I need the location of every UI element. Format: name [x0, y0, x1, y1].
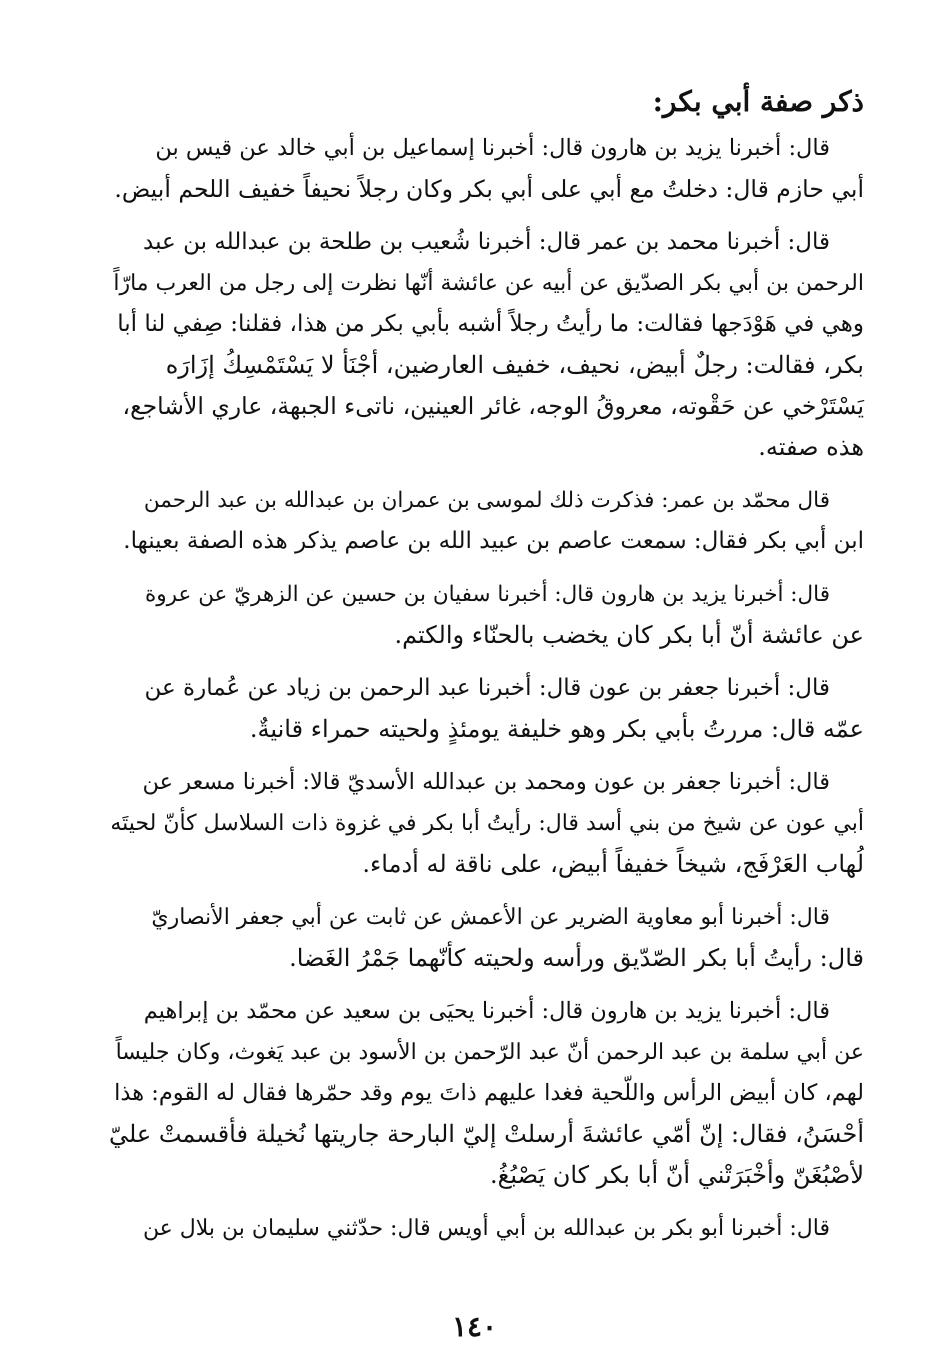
text-line: لهم، كان أبيض الرأس واللّحية فغدا عليهم ذاتَ يوم وقد حمّرها فقال له القوم: هذا — [114, 1080, 864, 1106]
text-line: قال: أخبرنا يزيد بن هارون قال: أخبرنا يحيَى بن سعيد عن محمّد بن إبراهيم — [143, 998, 830, 1024]
page-number: ١٤٠ — [451, 1310, 498, 1343]
text-line: الرحمن بن أبي بكر الصدّيق عن أبيه عن عائشة أنّها نظرت إلى رجل من العرب مارّاً — [113, 271, 864, 296]
paragraph-6 — [108, 762, 864, 885]
paragraph-8 — [108, 991, 864, 1196]
text-line: عن عائشة أنّ أبا بكر كان يخضب بالحنّاء والكتم. — [394, 621, 864, 649]
text-line: قال محمّد بن عمر: فذكرت ذلك لموسى بن عمران بن عبدالله بن عبد الرحمن — [143, 488, 830, 513]
text-line: ابن أبي بكر فقال: سمعت عاصم بن عبيد الله بن عاصم يذكر هذه الصفة بعينها. — [123, 528, 864, 554]
text-line: قال: أخبرنا محمد بن عمر قال: أخبرنا شُعيب بن طلحة بن عبدالله بن عبد — [143, 229, 830, 255]
page-body — [108, 82, 864, 1261]
text-line: قال: أخبرنا جعفر بن عون ومحمد بن عبدالله الأسديّ قالا: أخبرنا مسعر عن — [142, 769, 830, 795]
text-line: قال: رأيتُ أبا بكر الصّدّيق ورأسه ولحيته كأنّهما جَمْرُ الغَضا. — [289, 944, 864, 972]
section-heading: ذكر صفة أبي بكر: — [652, 85, 864, 118]
text-line: قال: أخبرنا أبو معاوية الضرير عن الأعمش عن ثابت عن أبي جعفر الأنصاريّ — [151, 905, 830, 930]
paragraph-3 — [108, 480, 864, 562]
text-line: عن أبي سلمة بن عبد الرحمن أنّ عبد الرّحمن بن الأسود بن عبد يَغوث، وكان جليساً — [115, 1040, 864, 1065]
text-line: وهي في هَوْدَجها فقالت: ما رأيتُ رجلاً أشبه بأبي بكر من هذا، فقلنا: صِفي لنا أبا — [117, 311, 864, 337]
text-line: قال: أخبرنا جعفر بن عون قال: أخبرنا عبد الرحمن بن زياد عن عُمارة عن — [144, 675, 830, 701]
text-line: أبي حازم قال: دخلتُ مع أبي على أبي بكر وكان رجلاً نحيفاً خفيف اللحم أبيض. — [114, 175, 864, 203]
paragraph-4 — [108, 574, 864, 656]
text-line: أبي عون عن شيخ من بني أسد قال: رأيتُ أبا بكر في غزوة ذات السلاسل كأنّ لحيتَه — [110, 811, 864, 836]
text-line: قال: أخبرنا يزيد بن هارون قال: أخبرنا إسماعيل بن أبي خالد عن قيس بن — [155, 135, 830, 161]
paragraph-5 — [108, 668, 864, 750]
paragraph-9 — [108, 1208, 864, 1249]
text-line: لأصْبُغَنّ وأخْبَرَتْني أنّ أبا بكر كان يَصْبُغُ. — [489, 1161, 864, 1189]
paragraph-7 — [108, 897, 864, 979]
paragraph-2 — [108, 222, 864, 468]
text-line: أحْسَنُ، فقال: إنّ أمّي عائشةَ أرسلتْ إليّ البارحة جاريتها نُخيلة فأقسمتْ عليّ — [108, 1120, 864, 1148]
paragraph-1 — [108, 128, 864, 210]
text-line: لُهاب العَرْفَج، شيخاً خفيفاً أبيض، على ناقة له أدماء. — [362, 850, 864, 878]
text-line: عمّه قال: مررتُ بأبي بكر وهو خليفة يومئذٍ ولحيته حمراء قانيةٌ. — [249, 715, 864, 743]
text-line: قال: أخبرنا يزيد بن هارون قال: أخبرنا سفيان بن حسين عن الزهريّ عن عروة — [145, 582, 830, 607]
text-line: بكر، فقالت: رجلٌ أبيض، نحيف، خفيف العارضين، أجْنَأ لا يَسْتَمْسِكُ إزَارَه — [165, 351, 864, 379]
text-line: قال: أخبرنا أبو بكر بن عبدالله بن أبي أويس قال: حدّثني سليمان بن بلال عن — [142, 1216, 830, 1241]
text-line: يَسْتَرْخي عن حَقْوته، معروقُ الوجه، غائر العينين، ناتىء الجبهة، عاري الأشاجع، — [122, 392, 864, 420]
text-line: هذه صفته. — [758, 433, 864, 461]
